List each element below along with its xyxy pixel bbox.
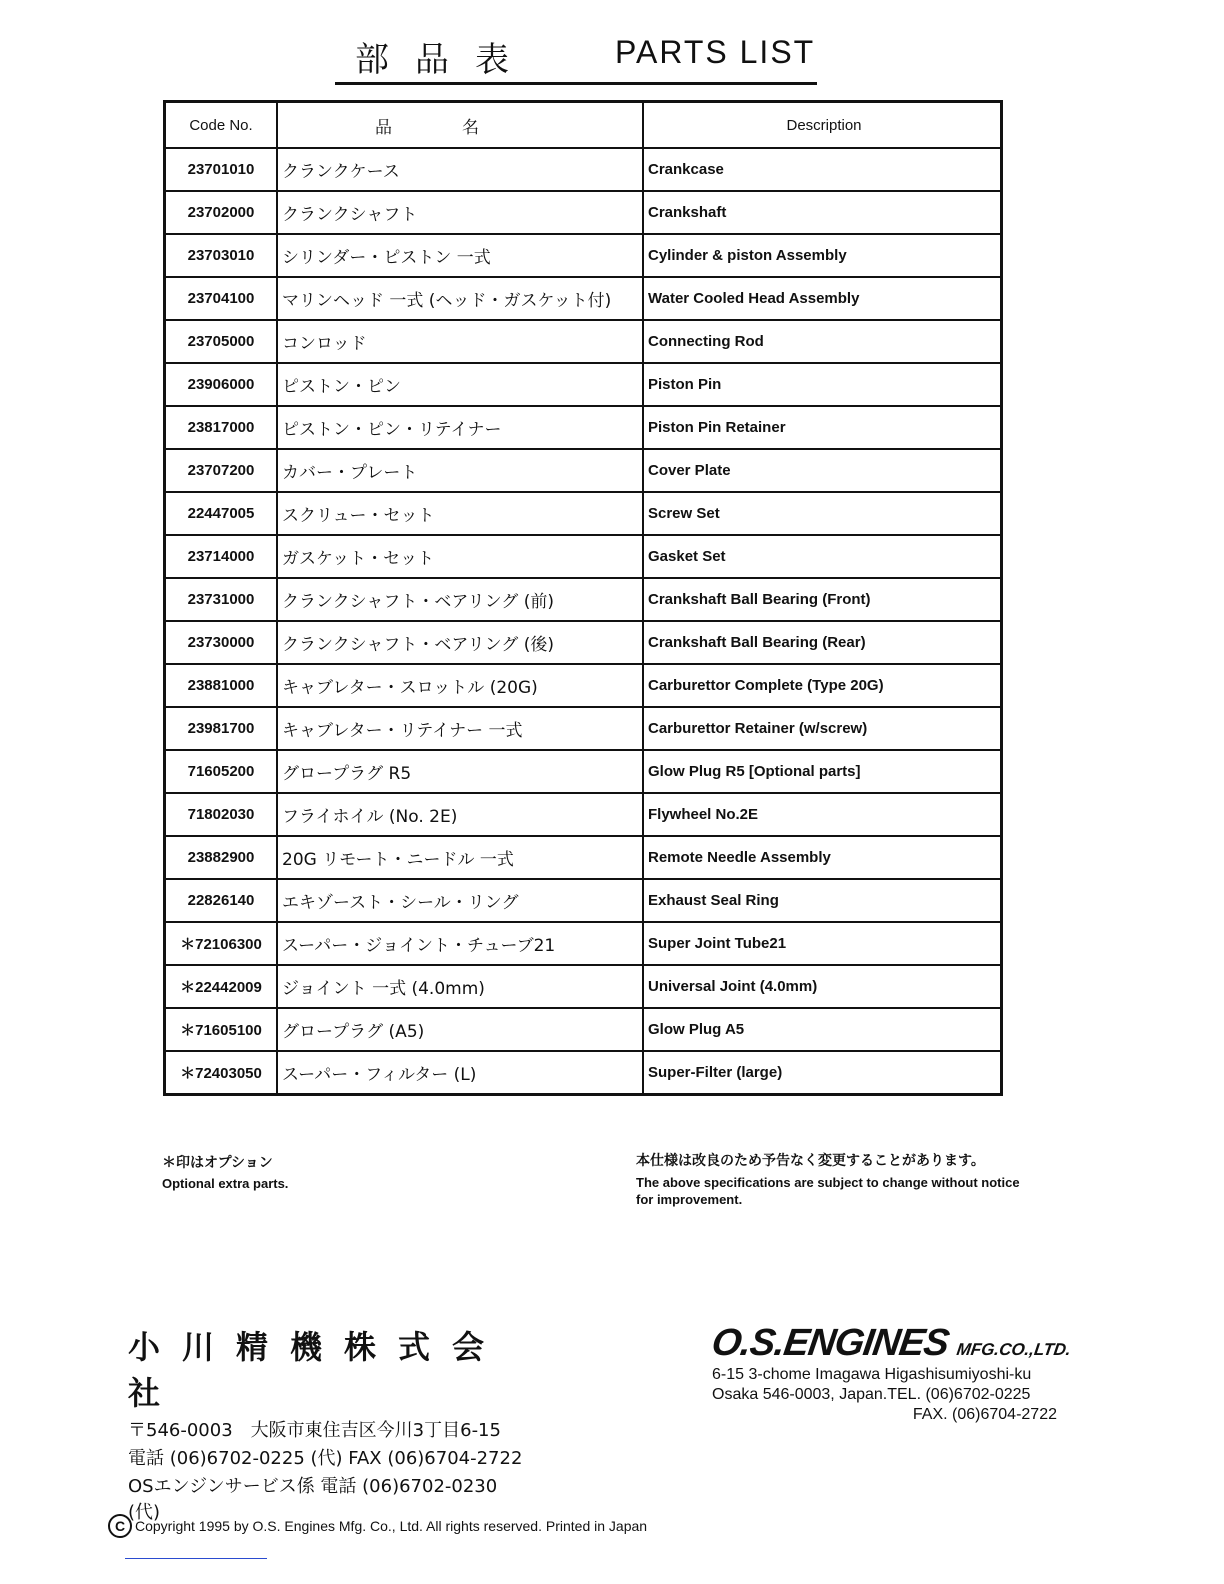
table-header-row bbox=[165, 102, 1002, 149]
company-address-en-1: 6-15 3-chome Imagawa Higashisumiyoshi-ku bbox=[712, 1366, 1032, 1383]
table-row bbox=[165, 406, 1002, 449]
part-name-jp: グロープラグ (A5) bbox=[277, 1008, 643, 1051]
part-description: Cylinder & piston Assembly bbox=[643, 234, 1002, 277]
part-code: 22447005 bbox=[165, 492, 278, 535]
company-address-en-2: Osaka 546-0003, Japan.TEL. (06)6702-0225 bbox=[712, 1386, 1031, 1403]
table-row bbox=[165, 535, 1002, 578]
company-phone-jp: 電話 (06)6702-0225 (代) FAX (06)6704-2722 bbox=[128, 1448, 523, 1469]
table-row bbox=[165, 879, 1002, 922]
part-name-jp: エキゾースト・シール・リング bbox=[277, 879, 643, 922]
part-description: Glow Plug A5 bbox=[643, 1008, 1002, 1051]
part-name-jp: ジョイント 一式 (4.0mm) bbox=[277, 965, 643, 1008]
header-description: Description bbox=[643, 102, 1002, 149]
spec-change-note-jp: 本仕様は改良のため予告なく変更することがあります。 bbox=[636, 1153, 985, 1169]
table-row bbox=[165, 922, 1002, 965]
table-row bbox=[165, 1008, 1002, 1051]
part-description: Exhaust Seal Ring bbox=[643, 879, 1002, 922]
part-name-jp: クランクケース bbox=[277, 148, 643, 191]
header-name-jp: 品名 bbox=[277, 102, 643, 149]
part-name-jp: キャブレター・スロットル (20G) bbox=[277, 664, 643, 707]
part-code: 23703010 bbox=[165, 234, 278, 277]
part-code: 23702000 bbox=[165, 191, 278, 234]
part-code: 23730000 bbox=[165, 621, 278, 664]
part-name-jp: フライホイル (No. 2E) bbox=[277, 793, 643, 836]
part-name-jp: クランクシャフト bbox=[277, 191, 643, 234]
part-description: Cover Plate bbox=[643, 449, 1002, 492]
table-row bbox=[165, 793, 1002, 836]
table-row bbox=[165, 320, 1002, 363]
table-row bbox=[165, 1051, 1002, 1095]
part-name-jp: 20G リモート・ニードル 一式 bbox=[277, 836, 643, 879]
part-description: Super Joint Tube21 bbox=[643, 922, 1002, 965]
part-description: Crankshaft bbox=[643, 191, 1002, 234]
part-description: Super-Filter (large) bbox=[643, 1051, 1002, 1095]
part-name-jp: スーパー・ジョイント・チューブ21 bbox=[277, 922, 643, 965]
part-code: 23714000 bbox=[165, 535, 278, 578]
part-code: 23704100 bbox=[165, 277, 278, 320]
part-description: Flywheel No.2E bbox=[643, 793, 1002, 836]
part-description: Screw Set bbox=[643, 492, 1002, 535]
part-description: Carburettor Retainer (w/screw) bbox=[643, 707, 1002, 750]
part-name-jp: シリンダー・ピストン 一式 bbox=[277, 234, 643, 277]
title-japanese: 部品表 bbox=[355, 40, 535, 80]
logo-text: O.S.ENGINES bbox=[709, 1322, 952, 1364]
spec-change-note bbox=[636, 1150, 1036, 1208]
part-description: Piston Pin bbox=[643, 363, 1002, 406]
bottom-rule bbox=[125, 1558, 267, 1559]
part-name-jp: ピストン・ピン・リテイナー bbox=[277, 406, 643, 449]
table-row bbox=[165, 363, 1002, 406]
table-row bbox=[165, 578, 1002, 621]
part-code: 22826140 bbox=[165, 879, 278, 922]
part-name-jp: キャブレター・リテイナー 一式 bbox=[277, 707, 643, 750]
table-row bbox=[165, 664, 1002, 707]
table-row bbox=[165, 750, 1002, 793]
part-description: Universal Joint (4.0mm) bbox=[643, 965, 1002, 1008]
part-name-jp: クランクシャフト・ベアリング (前) bbox=[277, 578, 643, 621]
copyright-text: Copyright 1995 by O.S. Engines Mfg. Co., Ltd. All rights reserved. Printed in Japan bbox=[135, 1518, 648, 1534]
part-description: Gasket Set bbox=[643, 535, 1002, 578]
company-name-jp: 小川精機株式会社 bbox=[128, 1328, 507, 1412]
header-code: Code No. bbox=[165, 102, 278, 149]
parts-table bbox=[163, 100, 1003, 1096]
optional-note bbox=[162, 1152, 288, 1191]
part-description: Crankshaft Ball Bearing (Rear) bbox=[643, 621, 1002, 664]
copyright-icon: C bbox=[108, 1514, 132, 1538]
part-code: 23731000 bbox=[165, 578, 278, 621]
part-code: 23705000 bbox=[165, 320, 278, 363]
table-row bbox=[165, 277, 1002, 320]
table-row bbox=[165, 492, 1002, 535]
part-code: 23981700 bbox=[165, 707, 278, 750]
copyright bbox=[108, 1514, 647, 1538]
part-code: ＊72106300 bbox=[165, 922, 278, 965]
part-code: ＊71605100 bbox=[165, 1008, 278, 1051]
part-code: 23882900 bbox=[165, 836, 278, 879]
part-name-jp: スクリュー・セット bbox=[277, 492, 643, 535]
part-description: Crankcase bbox=[643, 148, 1002, 191]
part-description: Crankshaft Ball Bearing (Front) bbox=[643, 578, 1002, 621]
part-code: 23906000 bbox=[165, 363, 278, 406]
table-row bbox=[165, 148, 1002, 191]
company-info-jp bbox=[128, 1322, 528, 1524]
part-code: 23881000 bbox=[165, 664, 278, 707]
page-title bbox=[335, 30, 817, 85]
optional-note-en: Optional extra parts. bbox=[162, 1176, 289, 1191]
part-description: Piston Pin Retainer bbox=[643, 406, 1002, 449]
part-name-jp: グロープラグ R5 bbox=[277, 750, 643, 793]
company-info-en bbox=[709, 1322, 1073, 1425]
part-name-jp: スーパー・フィルター (L) bbox=[277, 1051, 643, 1095]
table-row bbox=[165, 449, 1002, 492]
part-code: 23701010 bbox=[165, 148, 278, 191]
part-name-jp: カバー・プレート bbox=[277, 449, 643, 492]
part-description: Remote Needle Assembly bbox=[643, 836, 1002, 879]
part-name-jp: ピストン・ピン bbox=[277, 363, 643, 406]
title-english: PARTS LIST bbox=[615, 34, 816, 70]
company-address-jp: 〒546-0003 大阪市東住吉区今川3丁目6-15 bbox=[128, 1420, 501, 1441]
part-description: Water Cooled Head Assembly bbox=[643, 277, 1002, 320]
part-code: 71802030 bbox=[165, 793, 278, 836]
part-code: 23817000 bbox=[165, 406, 278, 449]
table-row bbox=[165, 965, 1002, 1008]
part-code: 23707200 bbox=[165, 449, 278, 492]
table-row bbox=[165, 234, 1002, 277]
spec-change-note-en: The above specifications are subject to change without notice for improvement. bbox=[636, 1175, 1020, 1207]
company-fax-en: FAX. (06)6704-2722 bbox=[912, 1406, 1057, 1423]
optional-note-jp: ＊印はオプション bbox=[162, 1155, 273, 1171]
table-row bbox=[165, 191, 1002, 234]
part-description: Carburettor Complete (Type 20G) bbox=[643, 664, 1002, 707]
part-code: ＊72403050 bbox=[165, 1051, 278, 1095]
logo-suffix: MFG.CO.,LTD. bbox=[955, 1340, 1073, 1359]
company-service-jp: OSエンジンサービス係 電話 (06)6702-0230 (代) bbox=[128, 1476, 498, 1523]
table-row bbox=[165, 707, 1002, 750]
part-name-jp: クランクシャフト・ベアリング (後) bbox=[277, 621, 643, 664]
os-engines-logo bbox=[709, 1322, 1073, 1365]
part-name-jp: ガスケット・セット bbox=[277, 535, 643, 578]
part-description: Connecting Rod bbox=[643, 320, 1002, 363]
part-description: Glow Plug R5 [Optional parts] bbox=[643, 750, 1002, 793]
table-row bbox=[165, 836, 1002, 879]
part-code: ＊22442009 bbox=[165, 965, 278, 1008]
table-row bbox=[165, 621, 1002, 664]
part-name-jp: コンロッド bbox=[277, 320, 643, 363]
part-code: 71605200 bbox=[165, 750, 278, 793]
part-name-jp: マリンヘッド 一式 (ヘッド・ガスケット付) bbox=[277, 277, 643, 320]
